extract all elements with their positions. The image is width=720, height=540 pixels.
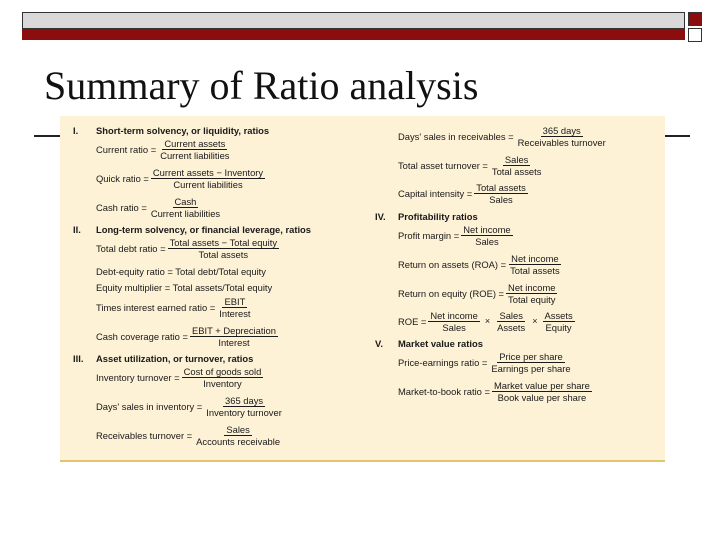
denominator: Interest	[218, 337, 250, 348]
formula-label: Current ratio =	[96, 144, 157, 155]
numerator: Price per share	[499, 351, 563, 362]
formula-label: Price-earnings ratio =	[398, 357, 488, 368]
section-number: II.	[73, 224, 81, 235]
formula-receivables-turnover	[96, 424, 284, 447]
fraction	[217, 296, 252, 319]
denominator: Receivables turnover	[517, 137, 606, 148]
numerator: Total assets	[476, 182, 526, 193]
numerator: Sales	[226, 424, 250, 435]
formula-price-earnings	[398, 351, 575, 374]
fraction	[149, 196, 222, 219]
denominator: Total assets	[510, 265, 560, 276]
formula-days-sales-inventory	[96, 395, 286, 418]
formula-market-to-book	[398, 380, 594, 403]
numerator: 365 days	[542, 125, 581, 136]
denominator: Current liabilities	[150, 208, 221, 219]
denominator: Accounts receivable	[196, 436, 281, 447]
fraction	[489, 351, 572, 374]
fraction	[182, 366, 264, 389]
formula-label: Total asset turnover =	[398, 160, 488, 171]
numerator: Cash	[174, 196, 197, 207]
denominator: Inventory	[203, 378, 242, 389]
formula-label: Return on equity (ROE) =	[398, 288, 505, 299]
fraction	[461, 224, 512, 247]
section-heading-market-value: Market value ratios	[398, 338, 483, 349]
formula-return-on-equity	[398, 282, 559, 305]
slide-title: Summary of Ratio analysis	[44, 63, 479, 108]
formula-cash-coverage-ratio	[96, 325, 280, 348]
fraction	[190, 325, 278, 348]
denominator: Current liabilities	[160, 150, 230, 161]
denominator: Total assets	[198, 249, 249, 260]
multiply-sign: ×	[532, 316, 538, 326]
formula-label: Market-to-book ratio =	[398, 386, 490, 397]
denominator: Book value per share	[497, 392, 587, 403]
formula-label: Profit margin =	[398, 230, 460, 241]
formula-profit-margin	[398, 224, 515, 247]
fraction	[204, 395, 284, 418]
section-heading-profitability: Profitability ratios	[398, 211, 478, 222]
denominator: Earnings per share	[491, 363, 571, 374]
fraction	[490, 154, 544, 177]
formula-current-ratio	[96, 138, 233, 161]
numerator: 365 days	[225, 395, 264, 406]
formula-cash-ratio	[96, 196, 224, 219]
numerator: Total assets − Total equity	[169, 237, 278, 248]
numerator: Net income	[430, 310, 478, 321]
formula-inventory-turnover	[96, 366, 265, 389]
fraction	[158, 138, 231, 161]
numerator: Market value per share	[493, 380, 590, 391]
formula-label: Quick ratio =	[96, 173, 149, 184]
formula-total-asset-turnover	[398, 154, 545, 177]
fraction	[495, 310, 527, 333]
numerator: Sales	[499, 310, 523, 321]
slide-corner-square-red	[688, 12, 702, 26]
formula-times-interest-earned	[96, 296, 255, 319]
section-heading-leverage: Long-term solvency, or financial leverage, ratios	[96, 224, 311, 235]
formula-label: Cash ratio =	[96, 202, 147, 213]
fraction	[506, 282, 557, 305]
fraction	[508, 253, 562, 276]
fraction	[492, 380, 592, 403]
section-number: I.	[73, 125, 79, 136]
formula-dupont-roe	[398, 310, 577, 333]
section-heading-turnover: Asset utilization, or turnover, ratios	[96, 353, 254, 364]
formula-label: Times interest earned ratio =	[96, 302, 216, 313]
denominator: Assets	[497, 322, 526, 333]
section-number: III.	[73, 353, 84, 364]
formula-quick-ratio	[96, 167, 267, 190]
formula-return-on-assets	[398, 253, 564, 276]
formula-label: Days' sales in inventory =	[96, 401, 203, 412]
fraction	[428, 310, 479, 333]
slide-corner-square-white	[688, 28, 702, 42]
formula-days-sales-receivables	[398, 125, 610, 148]
fraction	[151, 167, 265, 190]
formula-equity-multiplier: Equity multiplier = Total assets/Total equity	[96, 282, 273, 293]
formula-label: Total debt ratio =	[96, 243, 166, 254]
fraction	[474, 182, 528, 205]
fraction	[194, 424, 282, 447]
formula-label: Days' sales in receivables =	[398, 131, 514, 142]
formula-label: ROE =	[398, 316, 427, 327]
fraction	[168, 237, 279, 260]
numerator: Sales	[504, 154, 529, 165]
numerator: Current assets	[164, 138, 226, 149]
numerator: EBIT + Depreciation	[191, 325, 276, 336]
formula-label: Cash coverage ratio =	[96, 331, 188, 342]
formula-label: Return on assets (ROA) =	[398, 259, 507, 270]
section-number: V.	[375, 338, 383, 349]
numerator: EBIT	[224, 296, 246, 307]
formula-total-debt-ratio	[96, 237, 281, 260]
formula-capital-intensity	[398, 182, 530, 205]
denominator: Current liabilities	[173, 179, 243, 190]
denominator: Total equity	[508, 294, 556, 305]
formula-label: Capital intensity =	[398, 188, 473, 199]
numerator: Net income	[511, 253, 559, 264]
formula-label: Inventory turnover =	[96, 372, 180, 383]
denominator: Total assets	[491, 166, 542, 177]
denominator: Sales	[489, 194, 513, 205]
formula-debt-equity-ratio: Debt-equity ratio = Total debt/Total equity	[96, 266, 266, 277]
numerator: Net income	[463, 224, 511, 235]
formula-label: Receivables turnover =	[96, 430, 193, 441]
denominator: Sales	[475, 236, 499, 247]
fraction	[516, 125, 608, 148]
section-number: IV.	[375, 211, 386, 222]
ratio-formula-panel	[60, 116, 665, 462]
denominator: Interest	[219, 308, 251, 319]
multiply-sign: ×	[484, 316, 491, 326]
slide-accent-bar	[22, 29, 685, 40]
numerator: Net income	[508, 282, 556, 293]
denominator: Inventory turnover	[206, 407, 282, 418]
denominator: Equity	[545, 322, 572, 333]
numerator: Cost of goods sold	[183, 366, 262, 377]
numerator: Assets	[544, 310, 573, 321]
section-heading-liquidity: Short-term solvency, or liquidity, ratios	[96, 125, 270, 136]
slide-top-bar	[22, 12, 685, 29]
fraction	[543, 310, 575, 333]
numerator: Current assets − Inventory	[152, 167, 264, 178]
denominator: Sales	[442, 322, 466, 333]
